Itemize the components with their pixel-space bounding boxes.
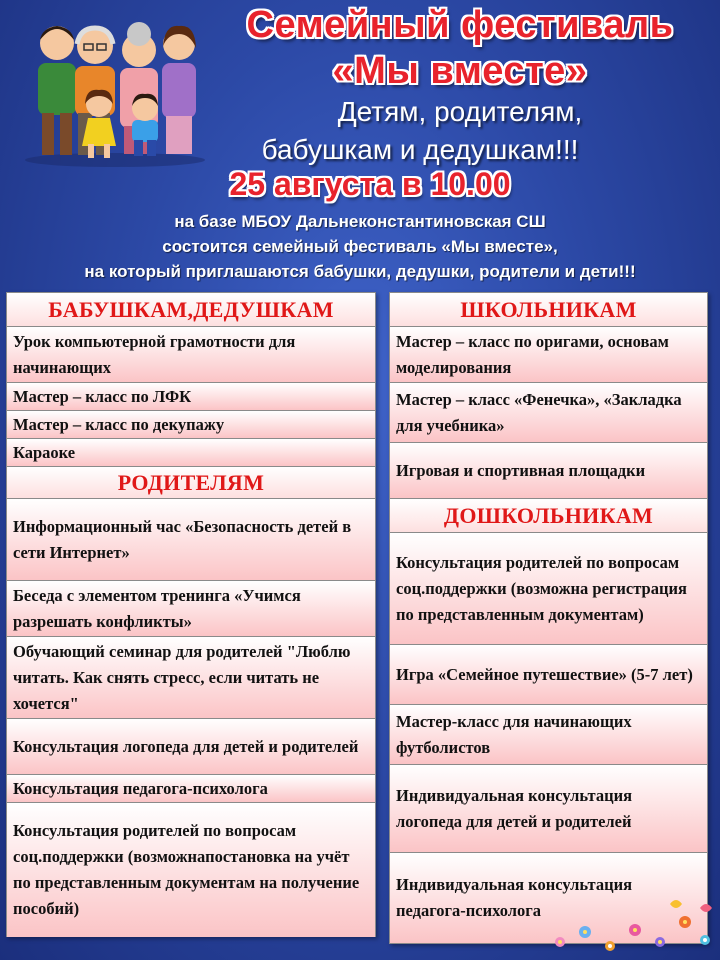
program-item: Консультация педагога-психолога [7, 775, 375, 803]
flowers-decoration [540, 892, 720, 960]
program-item: Мастер-класс для начинающих футболистов [390, 705, 707, 765]
father-figure [38, 26, 76, 155]
audience-line-2: бабушкам и дедушкам!!! [261, 134, 579, 165]
event-date: 25 августа в 10.00 [229, 166, 511, 202]
program-item: Консультация логопеда для детей и родителей [7, 719, 375, 775]
program-item: Караоке [7, 439, 375, 467]
program-item: Консультация родителей по вопросам соц.поддержки (возможнапостановка на учёт по представленным документам на получение пособий) [7, 803, 375, 937]
section-heading-schoolchildren: ШКОЛЬНИКАМ [390, 293, 707, 327]
intro-line-1: на базе МБОУ Дальнеконстантиновская СШ [174, 212, 546, 231]
program-item: Консультация родителей по вопросам соц.поддержки (возможна регистрация по представленным документам) [390, 533, 707, 645]
section-heading-grandparents: БАБУШКАМ,ДЕДУШКАМ [7, 293, 375, 327]
intro-line-2: состоится семейный фестиваль «Мы вместе», [162, 237, 558, 256]
flower-icon [555, 900, 712, 951]
program-item: Беседа с элементом тренинга «Учимся разрешать конфликты» [7, 581, 375, 637]
intro-line-3: на который приглашаются бабушки, дедушки, родители и дети!!! [84, 262, 636, 281]
audience-line-1: Детям, родителям, [337, 96, 583, 127]
left-program-table [6, 292, 376, 937]
program-item: Мастер – класс по оригами, основам моделирования [390, 327, 707, 383]
festival-title: Семейный фестиваль [246, 4, 674, 46]
program-item: Урок компьютерной грамотности для начинающих [7, 327, 375, 383]
program-item: Индивидуальная консультация логопеда для детей и родителей [390, 765, 707, 853]
right-program-table [389, 292, 708, 944]
program-item: Игровая и спортивная площадки [390, 443, 707, 499]
festival-name: «Мы вместе» [332, 50, 588, 92]
section-heading-parents: РОДИТЕЛЯМ [7, 467, 375, 499]
family-illustration [20, 8, 210, 168]
program-item: Мастер – класс «Фенечка», «Закладка для учебника» [390, 383, 707, 443]
program-item: Индивидуальная консультация педагога-психолога [390, 853, 707, 943]
program-item: Игра «Семейное путешествие» (5-7 лет) [390, 645, 707, 705]
program-item: Обучающий семинар для родителей "Люблю читать. Как снять стресс, если читать не хочется" [7, 637, 375, 719]
program-item: Информационный час «Безопасность детей в сети Интернет» [7, 499, 375, 581]
program-item: Мастер – класс по ЛФК [7, 383, 375, 411]
program-item: Мастер – класс по декупажу [7, 411, 375, 439]
section-heading-preschoolers: ДОШКОЛЬНИКАМ [390, 499, 707, 533]
